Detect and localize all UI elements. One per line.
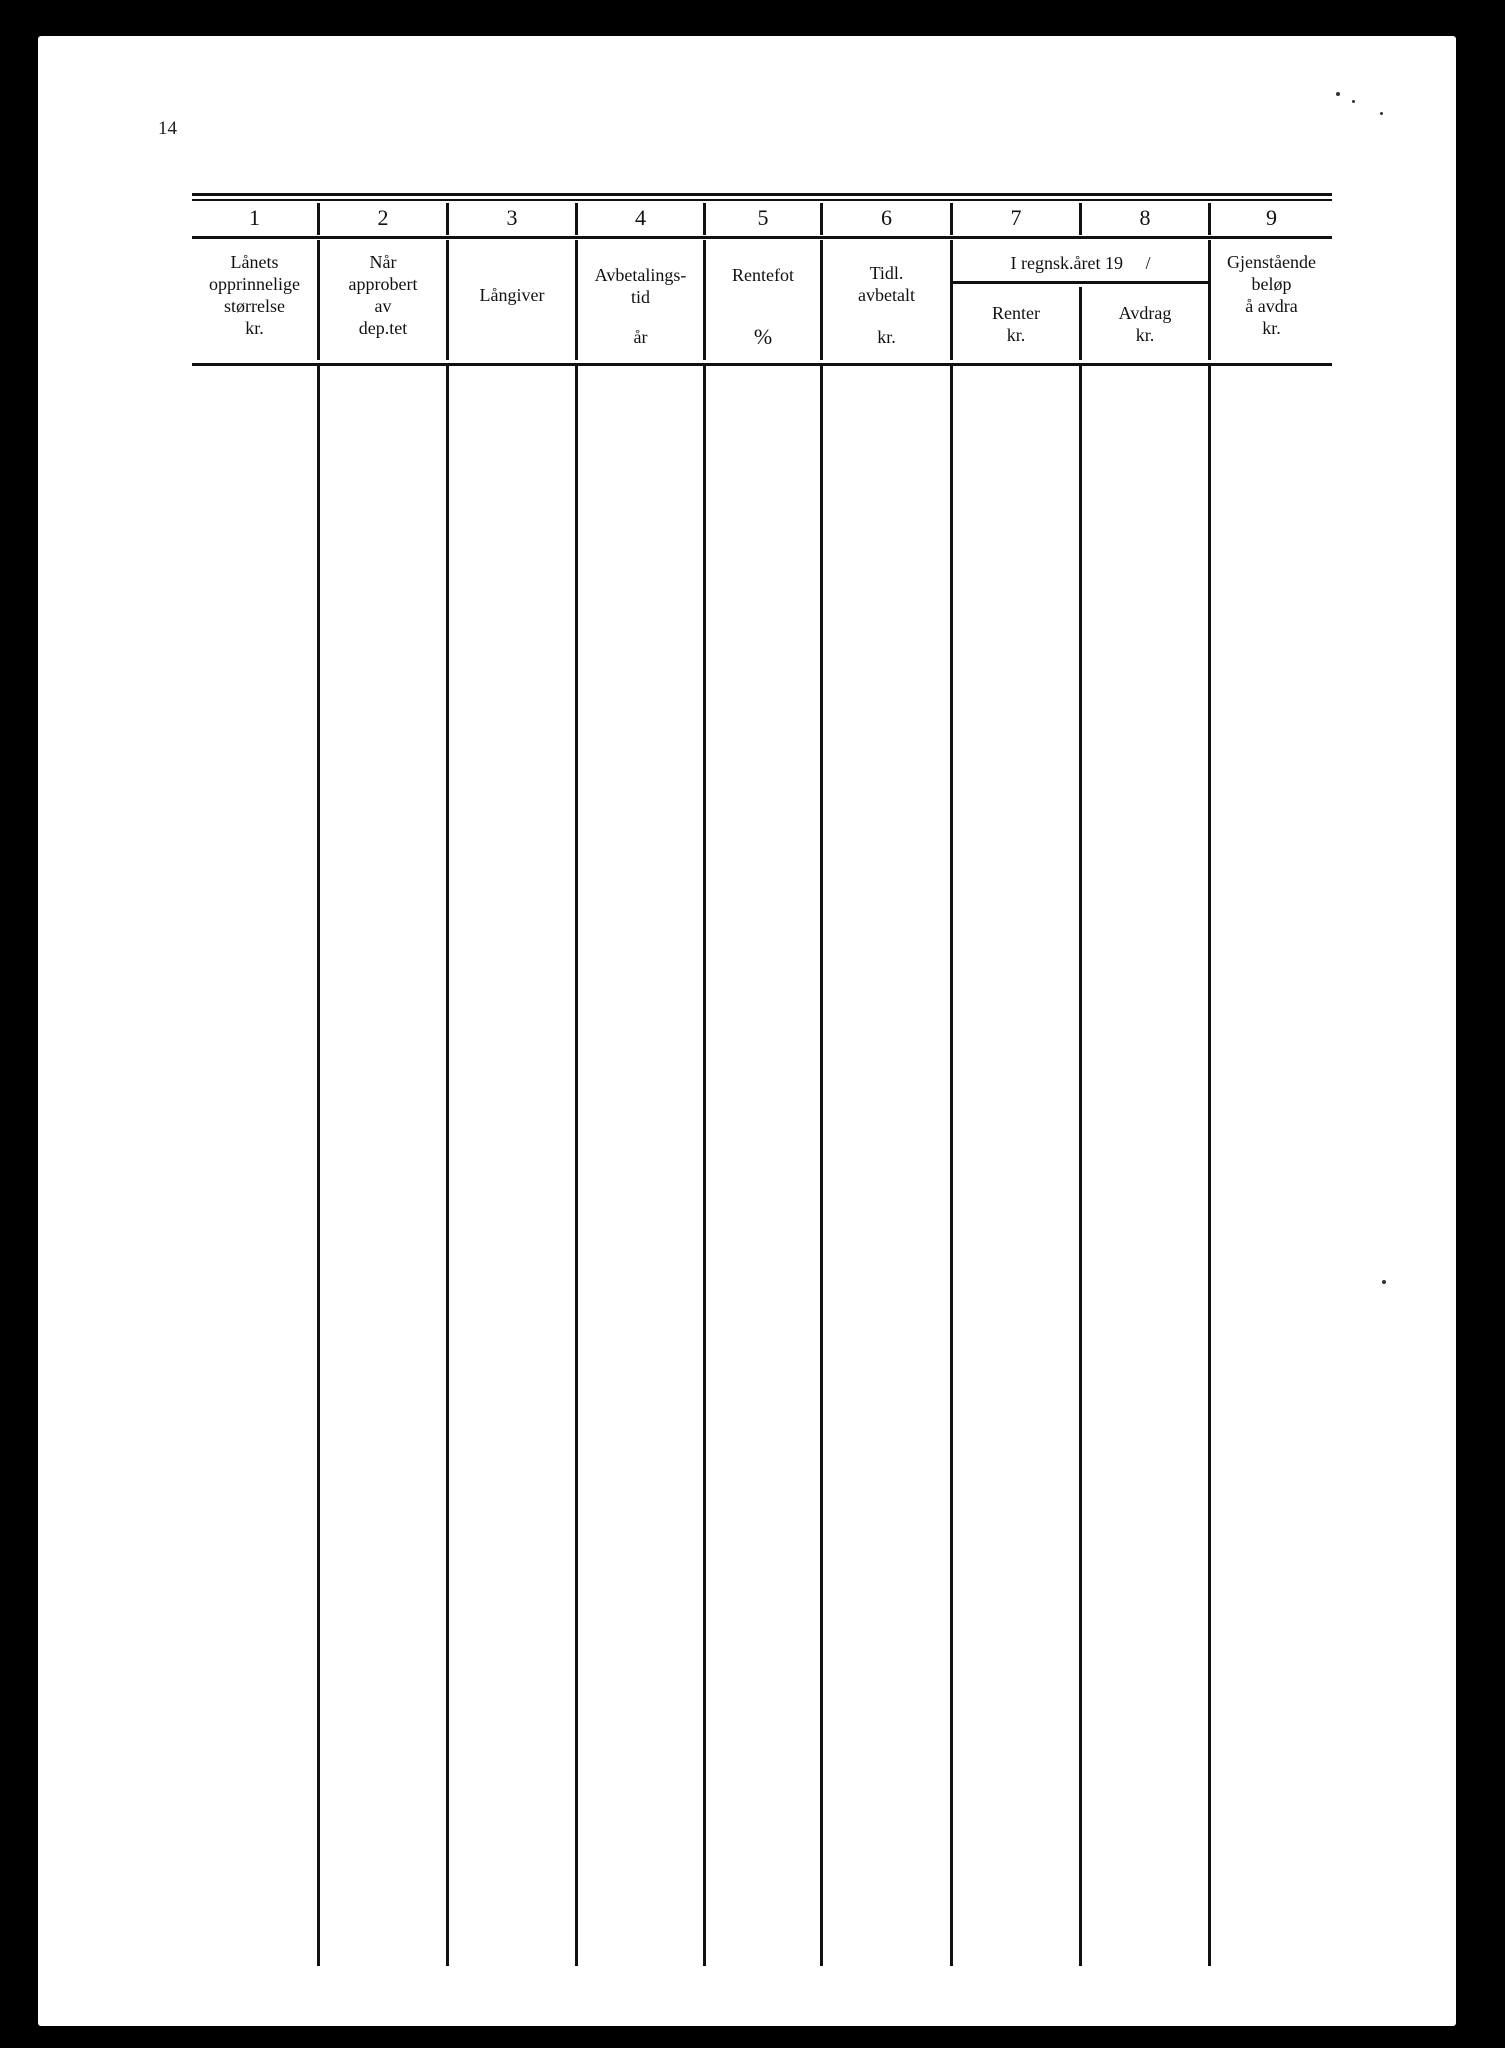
group-rule <box>950 281 1208 284</box>
body-col-line <box>950 366 953 1966</box>
number-row-rule <box>192 236 1332 239</box>
body-col-line <box>820 366 823 1966</box>
column-number-2: 2 <box>377 205 389 230</box>
body-col-line <box>317 366 320 1966</box>
column-number-8: 8 <box>1139 205 1151 230</box>
scan-speck <box>1336 92 1340 96</box>
column-number-7: 7 <box>1010 205 1022 230</box>
column-number-3: 3 <box>506 205 518 230</box>
header-col3: Långiver <box>479 285 545 305</box>
header-col6-unit: kr. <box>877 327 896 347</box>
header-col4-unit: år <box>633 327 648 347</box>
page-number: 14 <box>158 118 177 139</box>
scan-speck <box>1380 112 1383 115</box>
top-rule <box>192 193 1332 196</box>
body-col-line <box>575 366 578 1966</box>
header-col4: Avbetalings- tid <box>594 265 687 307</box>
header-bottom-rule <box>192 363 1332 366</box>
header-col8: Avdrag kr. <box>1118 303 1172 345</box>
header-col1: Lånets opprinnelige størrelse kr. <box>209 252 300 338</box>
column-number-9: 9 <box>1266 205 1277 230</box>
header-col5-unit: % <box>753 324 773 349</box>
header-col9: Gjenstående beløp å avdra kr. <box>1227 252 1316 338</box>
body-col-line <box>1079 366 1082 1966</box>
column-number-1: 1 <box>249 205 260 230</box>
header-group-7-8: I regnsk.året 19 / <box>1010 253 1151 273</box>
column-number-5: 5 <box>757 205 769 230</box>
header-col6: Tidl. avbetalt <box>858 263 915 305</box>
body-col-line <box>1208 366 1211 1966</box>
top-rule-2 <box>192 199 1332 201</box>
column-number-6: 6 <box>881 205 892 230</box>
scan-speck <box>1382 1280 1386 1284</box>
column-number-4: 4 <box>635 205 646 230</box>
header-col7: Renter kr. <box>992 303 1040 345</box>
scan-speck <box>1352 100 1355 103</box>
body-col-line <box>703 366 706 1966</box>
body-col-line <box>446 366 449 1966</box>
header-col5: Rentefot <box>732 265 794 285</box>
header-col2: Når approbert av dep.tet <box>348 252 418 338</box>
